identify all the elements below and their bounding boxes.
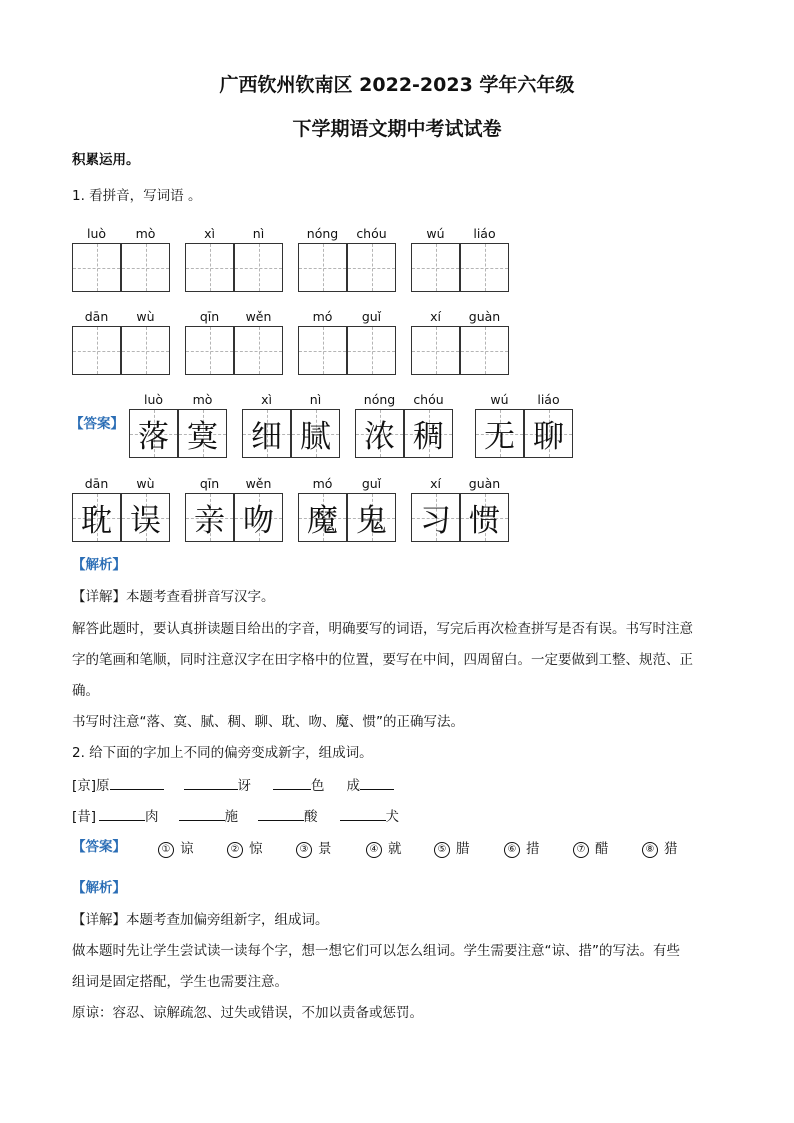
- tianzige-cell[interactable]: [411, 243, 460, 292]
- answer-char: 亲: [194, 503, 225, 539]
- tianzige-cell[interactable]: [298, 326, 347, 375]
- tianzige-cell[interactable]: [185, 243, 234, 292]
- answer-item: [296, 837, 332, 858]
- word-part: 讶: [237, 778, 252, 794]
- section-heading: 积累运用。: [72, 152, 140, 168]
- answer-item: [227, 837, 263, 858]
- pinyin: xí: [430, 476, 441, 491]
- answer-char: 聊: [533, 419, 564, 455]
- tianzige-cell: [291, 409, 340, 458]
- tianzige-cell: [234, 493, 283, 542]
- tianzige-cell[interactable]: [460, 243, 509, 292]
- answer-char: 无: [484, 419, 515, 455]
- word-part: 成: [346, 778, 361, 794]
- answer-number: ⑥: [504, 842, 520, 858]
- paragraph-line: 原谅：容忍、谅解疏忽、过失或错误，不加以责备或惩罚。: [72, 1005, 423, 1021]
- radical-tag: [昔]: [72, 809, 97, 825]
- word-part: 原: [96, 778, 110, 794]
- answer-blank[interactable]: [273, 775, 311, 790]
- pinyin: nóng: [363, 392, 396, 407]
- answer-number: ⑦: [573, 842, 589, 858]
- paragraph-line: 字的笔画和笔顺，同时注意汉字在田字格中的位置，要写在中间，四周留白。一定要做到工整、规范、正: [72, 652, 693, 668]
- tianzige-cell: [129, 409, 178, 458]
- pinyin: mó: [312, 476, 333, 491]
- pinyin: liáo: [473, 226, 496, 241]
- answer-number: ⑤: [434, 842, 450, 858]
- tianzige-cell: [298, 493, 347, 542]
- answer-number: ①: [158, 842, 174, 858]
- pinyin: mò: [135, 226, 156, 241]
- answer-char: 就: [388, 841, 402, 857]
- pinyin: wù: [136, 309, 155, 324]
- tianzige-cell[interactable]: [411, 326, 460, 375]
- pinyin: dān: [84, 476, 109, 491]
- q1-stem: 1. 看拼音，写词语 。: [72, 188, 202, 204]
- tianzige-cell: [475, 409, 524, 458]
- word-part: 施: [224, 809, 239, 825]
- answer-label: 【答案】: [70, 416, 124, 432]
- pinyin: wú: [426, 226, 445, 241]
- tianzige-cell[interactable]: [72, 326, 121, 375]
- answer-number: ④: [366, 842, 382, 858]
- pinyin: nì: [252, 226, 265, 241]
- answer-char: 习: [420, 503, 451, 539]
- answer-char: 耽: [81, 503, 112, 539]
- pinyin: wù: [136, 476, 155, 491]
- tianzige-cell[interactable]: [234, 243, 283, 292]
- tianzige-cell: [347, 493, 396, 542]
- answer-number: ②: [227, 842, 243, 858]
- pinyin: chóu: [413, 392, 444, 407]
- word-part: 色: [311, 778, 325, 794]
- pinyin: guǐ: [361, 309, 382, 324]
- paragraph-line: 组词是固定搭配，学生也需要注意。: [72, 974, 288, 990]
- analysis-label: 【解析】: [72, 880, 126, 896]
- pinyin: nóng: [306, 226, 339, 241]
- paragraph-line: 解答此题时，要认真拼读题目给出的字音，明确要写的词语，写完后再次检查拼写是否有误。书写时注意: [72, 621, 693, 637]
- tianzige-cell: [185, 493, 234, 542]
- answer-char: 惯: [469, 503, 500, 539]
- tianzige-cell[interactable]: [234, 326, 283, 375]
- pinyin: liáo: [537, 392, 560, 407]
- word-part: 酸: [304, 809, 318, 825]
- pinyin: chóu: [356, 226, 387, 241]
- tianzige-cell: [178, 409, 227, 458]
- tianzige-cell: [411, 493, 460, 542]
- pinyin: mò: [192, 392, 213, 407]
- pinyin: guàn: [468, 476, 501, 491]
- tianzige-cell: [72, 493, 121, 542]
- answer-char: 猎: [664, 841, 678, 857]
- answer-char: 魔: [307, 503, 338, 539]
- answer-item: [366, 837, 402, 858]
- answer-char: 浓: [364, 419, 395, 455]
- pinyin: wěn: [245, 309, 272, 324]
- answer-blank[interactable]: [184, 775, 238, 790]
- tianzige-cell[interactable]: [72, 243, 121, 292]
- q2-row: [72, 775, 394, 796]
- paragraph-line: 做本题时先让学生尝试读一读每个字，想一想它们可以怎么组词。学生需要注意“谅、措”的写法。有些: [72, 943, 680, 959]
- answer-blank[interactable]: [110, 775, 164, 790]
- paragraph-line: 书写时注意“落、寞、腻、稠、聊、耽、吻、魔、惯”的正确写法。: [72, 714, 464, 730]
- answer-char: 腻: [300, 419, 331, 455]
- q2-row: [72, 806, 399, 827]
- tianzige-cell[interactable]: [185, 326, 234, 375]
- answer-char: 措: [526, 841, 540, 857]
- answer-char: 吻: [243, 503, 274, 539]
- page-title: 广西钦州钦南区 2022-2023 学年六年级: [219, 74, 575, 96]
- tianzige-cell: [121, 493, 170, 542]
- answer-char: 落: [138, 419, 169, 455]
- tianzige-cell[interactable]: [347, 326, 396, 375]
- pinyin: mó: [312, 309, 333, 324]
- tianzige-cell: [404, 409, 453, 458]
- radical-tag: [京]: [72, 778, 97, 794]
- pinyin: xì: [204, 226, 215, 241]
- tianzige-cell: [355, 409, 404, 458]
- answer-item: [158, 837, 194, 858]
- answer-char: 细: [251, 419, 282, 455]
- pinyin: qīn: [199, 476, 220, 491]
- tianzige-cell[interactable]: [121, 243, 170, 292]
- answer-blank[interactable]: [99, 806, 145, 821]
- pinyin: luò: [86, 226, 107, 241]
- answer-char: 稠: [413, 419, 444, 455]
- pinyin: wěn: [245, 476, 272, 491]
- pinyin: nì: [309, 392, 322, 407]
- answer-item: [573, 837, 609, 858]
- tianzige-cell: [242, 409, 291, 458]
- answer-char: 腊: [456, 841, 470, 857]
- answer-char: 误: [130, 503, 161, 539]
- answer-blank[interactable]: [360, 775, 394, 790]
- answer-item: [642, 837, 678, 858]
- tianzige-cell[interactable]: [121, 326, 170, 375]
- detail-text: 【详解】本题考查加偏旁组新字，组成词。: [72, 912, 329, 928]
- answer-char: 鬼: [356, 503, 387, 539]
- answer-blank[interactable]: [258, 806, 304, 821]
- analysis-label: 【解析】: [72, 557, 126, 573]
- pinyin: qīn: [199, 309, 220, 324]
- tianzige-cell: [524, 409, 573, 458]
- answer-number: ③: [296, 842, 312, 858]
- pinyin: wú: [490, 392, 509, 407]
- answer-item: [504, 837, 540, 858]
- answer-label: 【答案】: [72, 839, 126, 855]
- tianzige-cell[interactable]: [460, 326, 509, 375]
- q2-stem: 2. 给下面的字加上不同的偏旁变成新字，组成词。: [72, 745, 373, 761]
- answer-item: [434, 837, 470, 858]
- tianzige-cell[interactable]: [298, 243, 347, 292]
- pinyin: guǐ: [361, 476, 382, 491]
- answer-char: 惊: [249, 841, 263, 857]
- answer-blank[interactable]: [179, 806, 225, 821]
- pinyin: guàn: [468, 309, 501, 324]
- page-subtitle: 下学期语文期中考试试卷: [292, 118, 502, 140]
- word-part: 肉: [145, 809, 159, 825]
- detail-text: 【详解】本题考查看拼音写汉字。: [72, 589, 275, 605]
- word-part: 犬: [385, 809, 400, 825]
- tianzige-cell: [460, 493, 509, 542]
- answer-blank[interactable]: [340, 806, 386, 821]
- paragraph-line: 确。: [72, 683, 99, 699]
- answer-char: 景: [318, 841, 332, 857]
- pinyin: dān: [84, 309, 109, 324]
- pinyin: xì: [261, 392, 272, 407]
- pinyin: luò: [143, 392, 164, 407]
- answer-number: ⑧: [642, 842, 658, 858]
- answer-char: 醋: [595, 841, 609, 857]
- tianzige-cell[interactable]: [347, 243, 396, 292]
- answer-char: 谅: [180, 841, 194, 857]
- pinyin: xí: [430, 309, 441, 324]
- answer-char: 寞: [187, 419, 218, 455]
